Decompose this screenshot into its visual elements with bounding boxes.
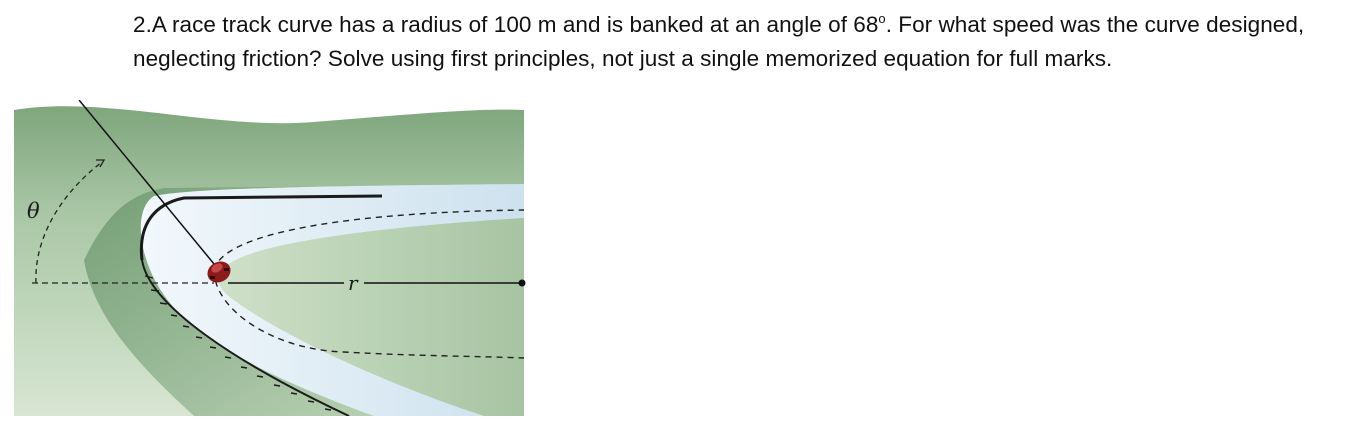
banked-curve-figure xyxy=(14,100,526,416)
radius-label: r xyxy=(348,271,358,295)
degree-superscript: o xyxy=(878,11,886,26)
question-number: 2. xyxy=(133,12,152,37)
question-body-1: A race track curve has a radius of 100 m and is banked at an angle of 68 xyxy=(151,12,879,37)
question-text xyxy=(133,8,1355,76)
theta-label: θ xyxy=(27,199,40,223)
question-body-2: . For what speed was the curve designed, neglecting friction? Solve using first principles, not just a single memorized equation for full marks. xyxy=(133,12,1305,71)
banked-curve-diagram xyxy=(14,100,526,416)
center-point xyxy=(519,280,526,287)
